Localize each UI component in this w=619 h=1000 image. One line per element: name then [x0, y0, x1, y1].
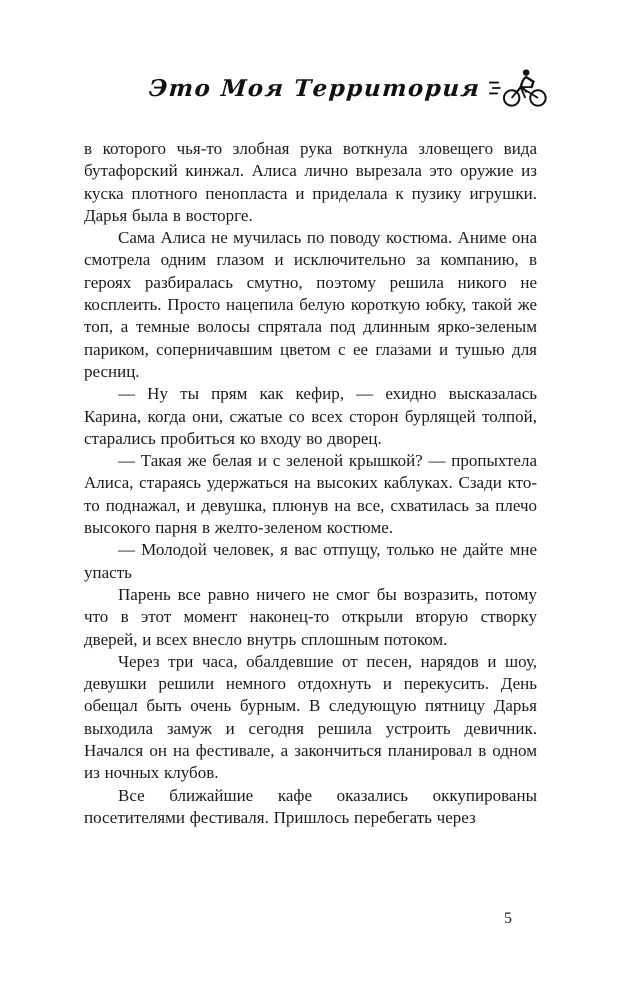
book-title: Это Моя Территория — [148, 74, 482, 102]
paragraph: Парень все равно ничего не смог бы возразить, потому что в этот момент наконец-то открыли вторую створку дверей, и всех внесло внутрь сплошным потоком. — [84, 584, 537, 649]
paragraph: Через три часа, обалдевшие от песен, нарядов и шоу, девушки решили немного отдохнуть и перекусить. День обещал быть очень бурным. В следующую пятницу Дарья выходила замуж и сегодня решила устроить девичник. Начался он на фестивале, а закончиться планировал в одном из ночных клубов. — [84, 651, 537, 783]
paragraph: в которого чья-то злобная рука воткнула зловещего вида бутафорский кинжал. Алиса лично вырезала это оружие из куска плотного пенопласта и приделала к пузику игрушки. Дарья была в восторге. — [84, 139, 537, 225]
paragraph-dialogue: — Молодой человек, я вас отпущу, только не дайте мне упасть — [84, 540, 537, 582]
paragraph: Все ближайшие кафе оказались оккупированы посетителями фестиваля. Пришлось перебегать через — [84, 785, 537, 827]
page-number: 5 — [504, 910, 512, 927]
cyclist-icon — [489, 68, 547, 108]
page-text — [84, 138, 537, 829]
paragraph-dialogue: — Ну ты прям как кефир, — ехидно высказалась Карина, когда они, сжатые со всех сторон бурлящей толпой, старались пробиться ко входу во дворец. — [84, 384, 537, 448]
running-head — [0, 68, 547, 108]
paragraph-dialogue: — Такая же белая и с зеленой крышкой? — пропыхтела Алиса, стараясь удержаться на высоких каблуках. Сзади кто-то поднажал, и девушка, плюнув на все, схватилась за плечо высокого парня в желто-зеленом костюме. — [84, 451, 537, 538]
paragraph: Сама Алиса не мучилась по поводу костюма. Аниме она смотрела одним глазом и исключительно за компанию, в героях разбиралась смутно, поэтому решила никого не косплеить. Просто нацепила белую короткую юбку, такой же топ, а темные волосы спрятала под длинным ярко-зеленым париком, соперничавшим цветом с ее глазами и тушью для ресниц. — [84, 228, 537, 381]
